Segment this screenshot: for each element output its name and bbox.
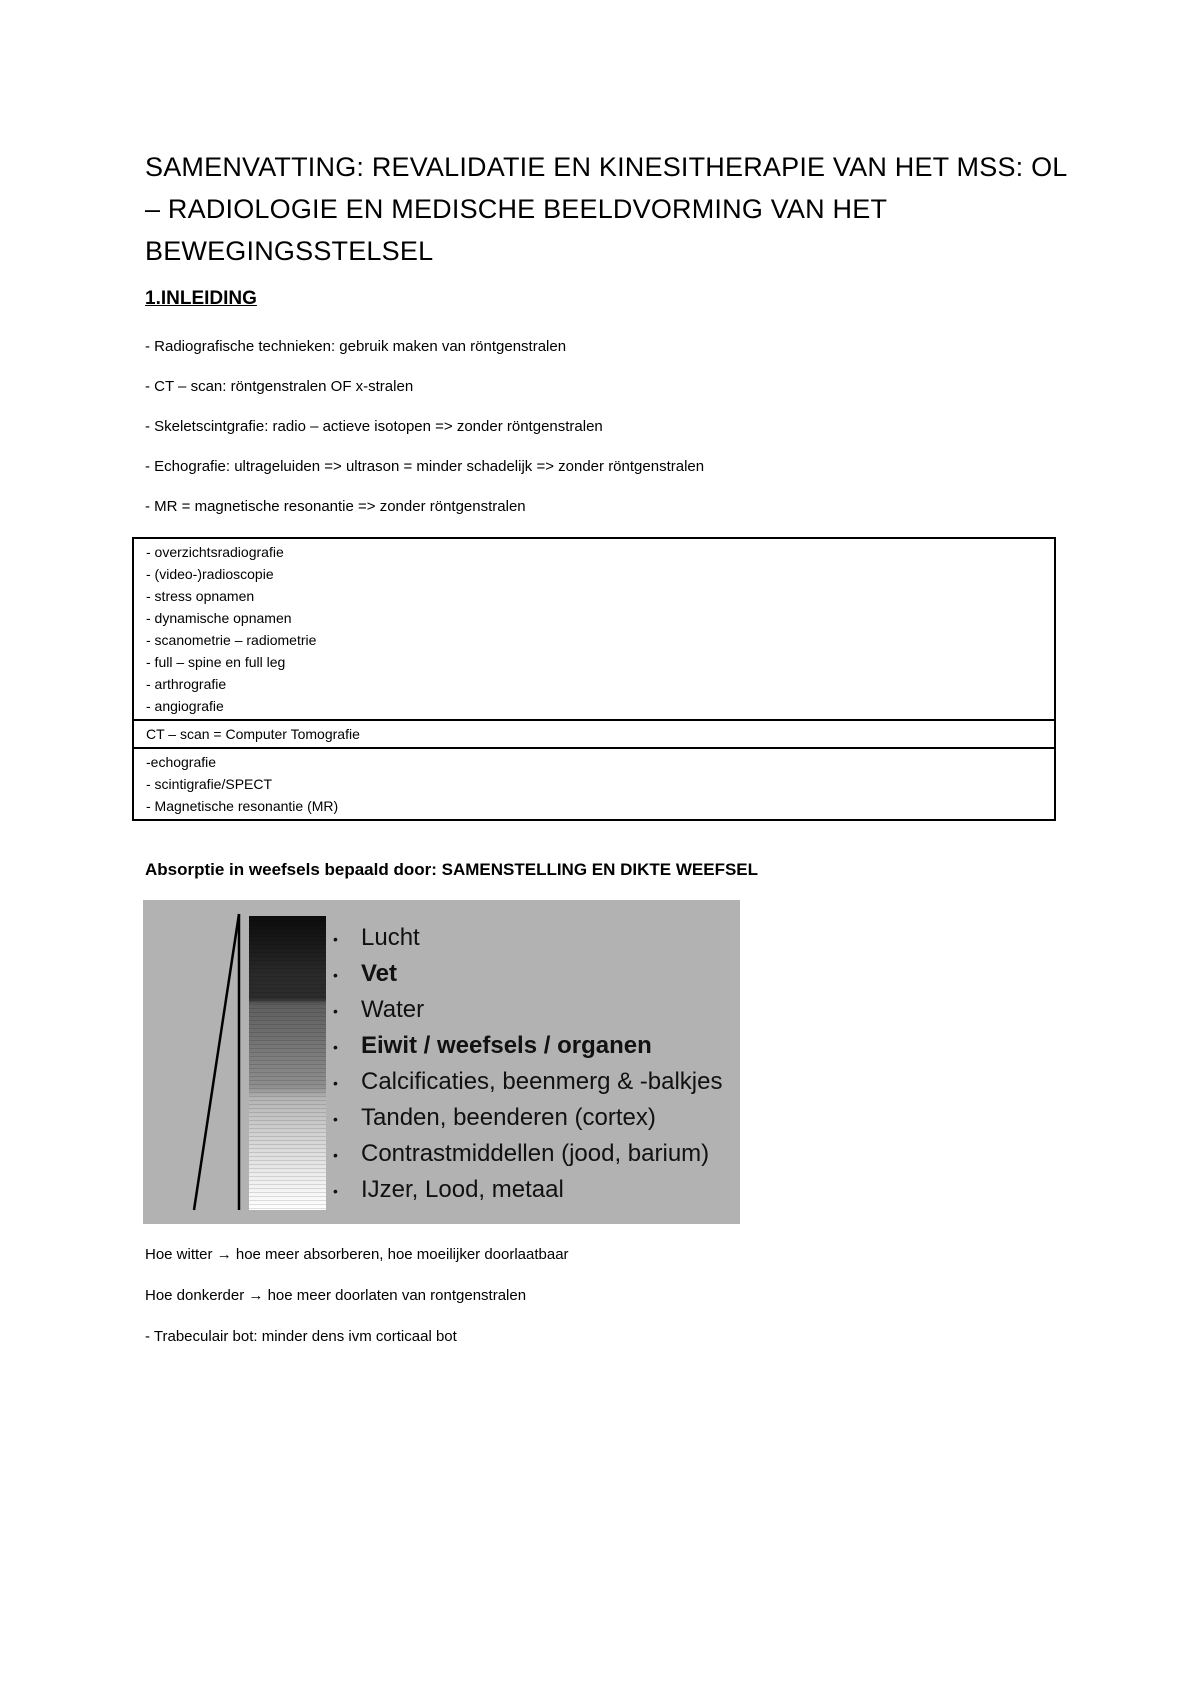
table-cell: - dynamische opnamen <box>146 610 292 626</box>
bullet-icon: • <box>333 1110 338 1127</box>
table-cell: - stress opnamen <box>146 588 255 604</box>
intro-list <box>145 337 1065 537</box>
table-cell: - (video-)radioscopie <box>146 566 274 582</box>
absorption-scale-figure <box>143 900 740 1224</box>
list-item: Hoe witter → hoe meer absorberen, hoe moeilijker doorlaatbaar <box>145 1246 569 1263</box>
scale-label: • Eiwit / weefsels / organen <box>333 1028 723 1064</box>
absorption-heading: Absorptie in weefsels bepaald door: SAMENSTELLING EN DIKTE WEEFSEL <box>145 860 759 879</box>
list-item: Hoe donkerder → hoe meer doorlaten van rontgenstralen <box>145 1287 527 1304</box>
list-item: - Skeletscintgrafie: radio – actieve isotopen => zonder röntgenstralen <box>145 418 603 435</box>
table-cell: - scanometrie – radiometrie <box>146 632 317 648</box>
scale-label: • Water <box>333 992 723 1028</box>
bullet-icon: • <box>333 966 338 983</box>
bullet-icon: • <box>333 1182 338 1199</box>
table-cell: CT – scan = Computer Tomografie <box>146 726 360 742</box>
list-item: - CT – scan: röntgenstralen OF x-stralen <box>145 378 414 395</box>
section-heading: 1.INLEIDING <box>145 288 257 309</box>
scale-labels <box>333 920 723 1208</box>
bullet-icon: • <box>333 1002 338 1019</box>
bullet-icon: • <box>333 1038 338 1055</box>
scale-label: • Contrastmiddellen (jood, barium) <box>333 1136 723 1172</box>
scale-label: • IJzer, Lood, metaal <box>333 1172 723 1208</box>
scale-label: • Vet <box>333 956 723 992</box>
scale-label: • Tanden, beenderen (cortex) <box>333 1100 723 1136</box>
notes-list <box>145 1245 569 1368</box>
grayscale-bar <box>249 916 326 1210</box>
list-item: - Echografie: ultrageluiden => ultrason = minder schadelijk => zonder röntgenstralen <box>145 458 705 475</box>
list-item: - Trabeculair bot: minder dens ivm corticaal bot <box>145 1328 457 1345</box>
bullet-icon: • <box>333 930 338 947</box>
table-cell: - full – spine en full leg <box>146 654 286 670</box>
page-title: SAMENVATTING: REVALIDATIE EN KINESITHERAPIE VAN HET MSS: OL – RADIOLOGIE EN MEDISCHE BEELDVORMING VAN HET BEWEGINGSSTELSEL <box>145 152 1067 266</box>
scale-label: • Calcificaties, beenmerg & -balkjes <box>333 1064 723 1100</box>
list-item: - MR = magnetische resonantie => zonder röntgenstralen <box>145 498 526 515</box>
techniques-table <box>132 537 1056 821</box>
table-cell: - arthrografie <box>146 676 227 692</box>
bullet-icon: • <box>333 1074 338 1091</box>
table-cell: - Magnetische resonantie (MR) <box>146 798 339 814</box>
table-row-ct <box>134 721 1054 749</box>
list-item: - Radiografische technieken: gebruik maken van röntgenstralen <box>145 338 567 355</box>
wedge-diagonal-line <box>194 914 239 1210</box>
bullet-icon: • <box>333 1146 338 1163</box>
table-row-other <box>134 749 1054 819</box>
table-cell: - scintigrafie/SPECT <box>146 776 273 792</box>
table-cell: - angiografie <box>146 698 224 714</box>
table-row-radiography <box>134 539 1054 721</box>
scale-label: • Lucht <box>333 920 723 956</box>
table-cell: - overzichtsradiografie <box>146 544 284 560</box>
table-cell: -echografie <box>146 754 217 770</box>
